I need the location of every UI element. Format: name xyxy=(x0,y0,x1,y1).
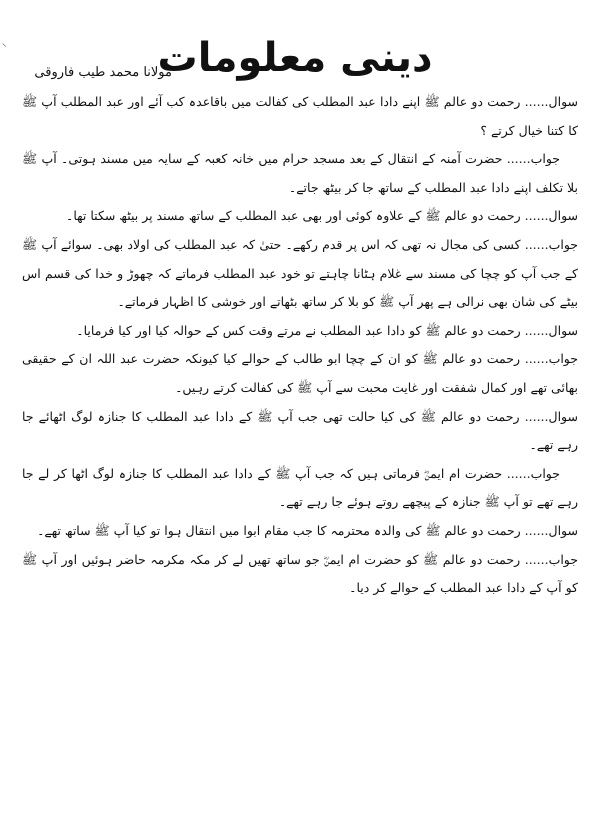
question-paragraph: سوال...... رحمت دو عالم ﷺ کی کیا حالت تھی جب آپ ﷺ کے دادا عبد المطلب کا جنازہ لوگ اٹھائے جا رہے تھے۔ xyxy=(22,408,578,453)
question-paragraph: سوال...... رحمت دو عالم ﷺ اپنے دادا عبد المطلب کی کفالت میں باقاعدہ کب آئے اور عبد المطلب آپ ﷺ کا کتنا خیال کرتے ؟ xyxy=(22,94,578,138)
answer-paragraph: جواب...... رحمت دو عالم ﷺ کو ان کے چچا ابو طالب کے حوالے کیا کیونکہ حضرت عبد اللہ ان کے حقیقی بھائی تھے اور کمال شفقت اور غایت محبت سے آپ ﷺ کی کفالت کرتے رہیں۔ xyxy=(22,351,578,395)
question-paragraph: سوال...... رحمت دو عالم ﷺ کے علاوہ کوئی اور بھی عبد المطلب کے ساتھ مسند پر بیٹھ سکتا تھا۔ xyxy=(66,208,578,224)
answer-paragraph: جواب...... حضرت آمنہ کے انتقال کے بعد مسجد حرام میں خانہ کعبہ کے سایہ میں مسند ہوتی۔ آپ ﷺ بلا تکلف اپنے دادا عبد المطلب کے ساتھ جا کر بیٹھ جاتے۔ xyxy=(22,151,578,195)
author-name: مولانا محمد طیب فاروقی xyxy=(34,65,172,80)
answer-paragraph: جواب...... رحمت دو عالم ﷺ کو حضرت ام ایمنؓ جو ساتھ تھیں لے کر مکہ مکرمہ حاضر ہوئیں اور آپ ﷺ کو آپ کے دادا عبد المطلب کے حوالے کر دیا۔ xyxy=(22,551,578,596)
question-paragraph: سوال...... رحمت دو عالم ﷺ کو دادا عبد المطلب نے مرتے وقت کس کے حوالہ کیا اور کیا فرمایا۔ xyxy=(76,322,578,338)
article-body xyxy=(22,88,578,603)
answer-paragraph: جواب...... حضرت ام ایمنؓ فرماتی ہیں کہ جب آپ ﷺ کے دادا عبد المطلب کا جنازہ لوگ اٹھا کر لے جا رہے تھے تو آپ ﷺ جنازہ کے پیچھے روتے ہوئے جا رہے تھے۔ xyxy=(22,465,578,510)
answer-paragraph: جواب...... کسی کی مجال نہ تھی کہ اس پر قدم رکھے۔ حتیٰ کہ عبد المطلب کی اولاد بھی۔ سوائے آپ ﷺ کے جب آپ کو چچا کی مسند سے غلام ہٹانا چاہتے تو خود عبد المطلب فرماتے کہ چھوڑ و خدا کی قسم اس بیٹے کی شان بھی نرالی ہے پھر آپ ﷺ کو بلا کر ساتھ بٹھاتے اور خوشی کا اظہار فرماتے۔ xyxy=(22,236,578,310)
article-title: دینی معلومات xyxy=(157,34,433,81)
scan-mark: ⸜ xyxy=(2,39,7,49)
question-paragraph: سوال...... رحمت دو عالم ﷺ کی والدہ محترمہ کا جب مقام ابوا میں انتقال ہوا تو کیا آپ ﷺ ساتھ تھے۔ xyxy=(37,522,578,538)
